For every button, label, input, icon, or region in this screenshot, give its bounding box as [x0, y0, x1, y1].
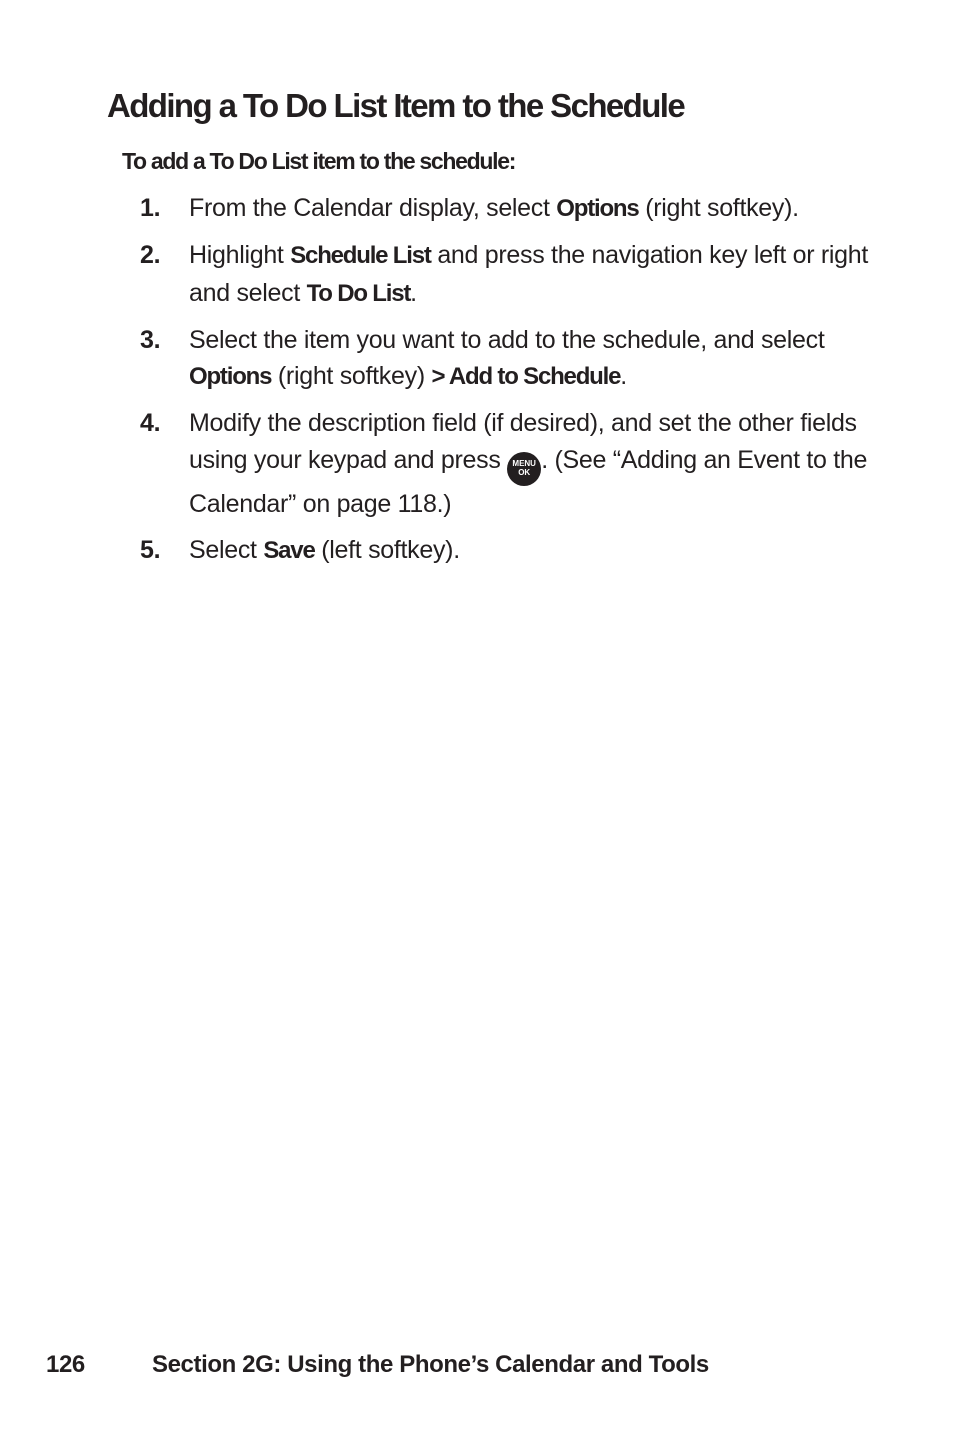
save-keyword: Save — [263, 536, 315, 564]
page-number: 126 — [46, 1351, 85, 1378]
step-text: . — [410, 278, 417, 307]
options-keyword: Options — [189, 363, 272, 390]
step-text: From the Calendar display, select — [189, 194, 557, 222]
step-number: 4. — [140, 409, 161, 437]
step-text: Modify the description field (if desired), and set the other fields using your keypad and press — [189, 409, 857, 474]
page-footer — [46, 1349, 709, 1381]
menu-key-label: MENU — [512, 458, 536, 468]
step-text: . (See “Adding an Event to the Calendar” on page 118.) — [189, 445, 868, 518]
step-number: 5. — [140, 535, 161, 564]
section-title: Section 2G: Using the Phone’s Calendar and Tools — [152, 1351, 709, 1378]
to-do-list-keyword: To Do List — [306, 279, 411, 307]
step-text: . — [620, 362, 627, 390]
steps-list — [140, 190, 870, 579]
add-to-schedule-keyword: > Add to Schedule — [431, 363, 621, 390]
ok-key-label: OK — [518, 467, 531, 477]
procedure-intro: To add a To Do List item to the schedule: — [122, 148, 516, 174]
step-3 — [140, 322, 870, 396]
step-text: (right softkey) — [271, 362, 432, 390]
step-text: Select the item you want to add to the schedule, and select — [189, 325, 825, 354]
step-text: Select — [189, 535, 264, 564]
step-number: 2. — [140, 241, 161, 269]
step-5 — [140, 532, 870, 570]
step-text: (left softkey). — [314, 535, 460, 564]
schedule-list-keyword: Schedule List — [290, 242, 431, 269]
step-number: 1. — [140, 194, 161, 222]
menu-ok-key-icon — [507, 452, 541, 486]
step-4 — [140, 405, 870, 522]
step-text: Highlight — [189, 241, 291, 269]
step-number: 3. — [140, 325, 161, 354]
page-heading: Adding a To Do List Item to the Schedule — [107, 87, 685, 124]
options-keyword: Options — [556, 195, 639, 222]
step-2 — [140, 237, 870, 312]
step-text: (right softkey). — [638, 194, 799, 222]
step-text: and press the navigation key left or right and select — [189, 241, 869, 307]
step-1 — [140, 190, 870, 228]
